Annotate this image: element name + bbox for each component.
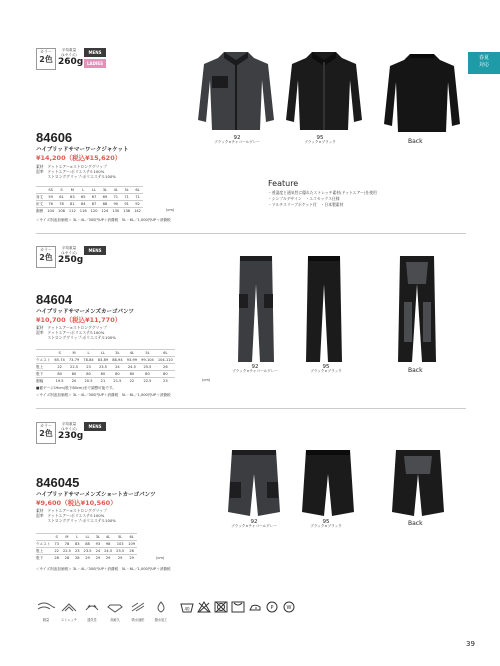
color-count-tag xyxy=(36,48,56,70)
weight-sublabel: (Lサイズ) xyxy=(61,52,77,57)
colorway-92: 92 ブラック×チャコールグレー xyxy=(232,364,278,373)
back-label: Back xyxy=(408,367,423,374)
ladies-badge: LADIES xyxy=(84,59,106,68)
pants-back-image xyxy=(396,254,438,364)
product-name: ハイブリッドサマーワークジャケット xyxy=(36,147,129,153)
weight-info xyxy=(58,422,84,441)
mens-badge: MENS xyxy=(84,48,106,57)
section-divider xyxy=(36,233,466,234)
table-row: 裾幅 19.5 20 20.5 21 21.5 22 22.5 23 xyxy=(36,378,175,385)
material-line: 素材 ドットエアー×ストロンググリップ xyxy=(36,164,107,169)
colorway-92: 92 ブラック×チャコールグレー xyxy=(231,519,277,528)
weight-label: 平均重量 xyxy=(61,246,77,250)
back-label: Back xyxy=(408,138,423,145)
material-line: ストロンググリップ:ポリエステル100% xyxy=(36,518,116,523)
colorway-95: 95 ブラック×ブラック xyxy=(310,519,342,528)
dry-clean-icon xyxy=(265,601,279,613)
feature-item: ・透湿度と通気性に優れたストレッチ素材(ドットエアー)を使用 xyxy=(268,190,377,195)
shorts-92-image xyxy=(226,448,282,520)
jacket-92-image xyxy=(196,50,276,132)
product-number: 846045 xyxy=(36,475,80,490)
material-info xyxy=(36,325,116,340)
table-unit: (cm) xyxy=(166,208,175,212)
weight-info xyxy=(58,48,84,67)
material-line: 混率 ドットエアー:ポリエステル100% xyxy=(36,330,105,335)
svg-text:W: W xyxy=(286,605,292,611)
color-count-label: カラー xyxy=(40,49,52,54)
feature-item: ・シンプルデザイン ・エコセックス仕様 xyxy=(268,196,340,201)
material-info xyxy=(36,508,116,523)
feature-item: ・マルチスリーブポケット付 ・日本製素材 xyxy=(268,202,344,207)
color-count-value: 2色 xyxy=(39,429,53,438)
product-number: 84604 xyxy=(36,292,73,307)
season-tab xyxy=(468,52,500,74)
size-price-note: ＜サイズ別追加価格＞ 3L・4L／300円UP＋消費税 5L・6L／1,000円UP＋消費税 xyxy=(36,393,171,397)
back-label: Back xyxy=(408,520,423,527)
size-table xyxy=(36,533,137,561)
product-price: ¥9,600（税込¥10,560） xyxy=(36,499,117,507)
season-tab-line1: 春夏 xyxy=(478,55,489,61)
season-tab-line2: 対応 xyxy=(478,62,489,68)
material-line: ストロンググリップ:ポリエステル100% xyxy=(36,174,116,179)
no-bleach-icon xyxy=(197,601,211,613)
mens-badge: MENS xyxy=(84,246,106,255)
wet-clean-icon xyxy=(282,601,296,613)
weight-sublabel: (Lサイズ) xyxy=(61,250,77,255)
mens-badge: MENS xyxy=(84,422,106,431)
pants-92-image xyxy=(236,254,276,364)
product-number: 84606 xyxy=(36,130,73,145)
table-row: 裄丈 76 78 81 84 87 88 90 91 92 xyxy=(36,201,143,208)
material-info xyxy=(36,164,116,179)
color-count-tag xyxy=(36,422,56,444)
iron-low-icon xyxy=(248,601,262,613)
color-count-value: 2色 xyxy=(39,55,53,64)
product-name: ハイブリッドサマーメンズカーゴパンツ xyxy=(36,309,134,315)
table-row: 股上 22 22.5 23 23.5 24 24.5 25.5 26 xyxy=(36,364,175,371)
diamond-icon: 高耐久 xyxy=(105,598,125,622)
size-price-note: ＜サイズ別追加価格＞ 3L・4L／300円UP＋消費税 5L・6L／1,000円UP＋消費税 xyxy=(36,218,171,222)
colorway-92: 92 ブラック×チャコールグレー xyxy=(214,135,260,144)
size-table xyxy=(36,349,175,384)
svg-text:P: P xyxy=(270,605,274,611)
table-row: 股下 28 28 28 29 29 29 29 29 xyxy=(36,555,137,562)
material-line: 素材 ドットエアー×ストロンググリップ xyxy=(36,325,107,330)
size-table xyxy=(36,186,143,214)
table-row: ウエスト 73 78 83 88 93 98 103 109 xyxy=(36,541,136,546)
shorts-95-image xyxy=(300,448,356,520)
table-row: 胸囲 104 108 112 116 120 124 130 136 142 xyxy=(36,208,141,213)
hang-dry-icon xyxy=(231,601,245,613)
weight-value: 260g xyxy=(58,57,84,67)
jacket-back-image xyxy=(384,52,460,134)
product-name: ハイブリッドサマーメンズショートカーゴパンツ xyxy=(36,492,156,498)
wash-40-icon xyxy=(180,601,194,613)
size-table-header: S M L LL 3L 4L 5L 6L xyxy=(36,534,137,541)
weight-sublabel: (Lサイズ) xyxy=(61,426,77,431)
color-count-tag xyxy=(36,246,56,268)
product-price: ¥14,200（税込¥15,620） xyxy=(36,154,122,162)
color-count-label: カラー xyxy=(40,247,52,252)
weight-label: 平均重量 xyxy=(61,48,77,52)
product-price: ¥10,700（税込¥11,770） xyxy=(36,316,122,324)
size-price-note: ＜サイズ別追加価格＞ 3L・4L／300円UP＋消費税 5L・6L／1,000円UP＋消費税 xyxy=(36,567,171,571)
stretch-icon: ストレッチ xyxy=(59,598,79,622)
table-unit: (cm) xyxy=(156,556,165,560)
table-unit: (cm) xyxy=(202,378,211,382)
drop-icon: 撥水加工 xyxy=(151,598,171,622)
table-row: 股上 22 22.5 23 23.5 24 24.5 25.5 26 xyxy=(36,548,137,555)
air-flow-icon: 軽量 xyxy=(36,598,56,622)
section-divider xyxy=(36,408,466,409)
material-line: 素材 ドットエアー×ストロンググリップ xyxy=(36,508,107,513)
jacket-95-image xyxy=(284,50,364,132)
size-table-header: S M L LL 3L 4L 5L 6L xyxy=(36,350,175,357)
table-row: 股下 80 80 80 80 80 80 80 80 xyxy=(36,371,175,378)
table-row: ウエスト 65-74 73-79 78-84 83-89 88-94 93-99 99-104 104-110 xyxy=(36,357,173,362)
feature-list xyxy=(268,190,377,208)
material-line: ストロンググリップ:ポリエステル100% xyxy=(36,335,116,340)
quick-dry-icon: 通気性 xyxy=(82,598,102,622)
hem-note: ■裾ゲージ19cm(股下80cm)まで調整可能です。 xyxy=(36,386,116,390)
feature-title: Feature xyxy=(268,179,299,188)
shorts-back-image xyxy=(390,448,446,520)
weight-label: 平均重量 xyxy=(61,422,77,426)
page-number: 39 xyxy=(466,640,475,648)
color-count-value: 2色 xyxy=(39,253,53,262)
care-icon-row xyxy=(180,601,300,615)
colorway-95: 95 ブラック×ブラック xyxy=(310,364,342,373)
tumble-dry-low-icon xyxy=(214,601,228,613)
size-table-header: SS S M L LL 3L 4L 5L 6L xyxy=(36,187,143,194)
moisture-icon: 吸水速乾 xyxy=(128,598,148,622)
weight-value: 250g xyxy=(58,255,84,265)
weight-value: 230g xyxy=(58,431,84,441)
weight-info xyxy=(58,246,84,265)
material-line: 混率 ドットエアー:ポリエステル100% xyxy=(36,169,105,174)
table-row: 身丈 59 61 63 65 67 69 71 71 71 xyxy=(36,194,143,201)
feature-icon-row xyxy=(36,598,176,622)
colorway-95: 95 ブラック×ブラック xyxy=(304,135,336,144)
material-line: 混率 ドットエアー:ポリエステル100% xyxy=(36,513,105,518)
pants-95-image xyxy=(304,254,344,364)
svg-text:40: 40 xyxy=(184,606,190,612)
color-count-label: カラー xyxy=(40,423,52,428)
